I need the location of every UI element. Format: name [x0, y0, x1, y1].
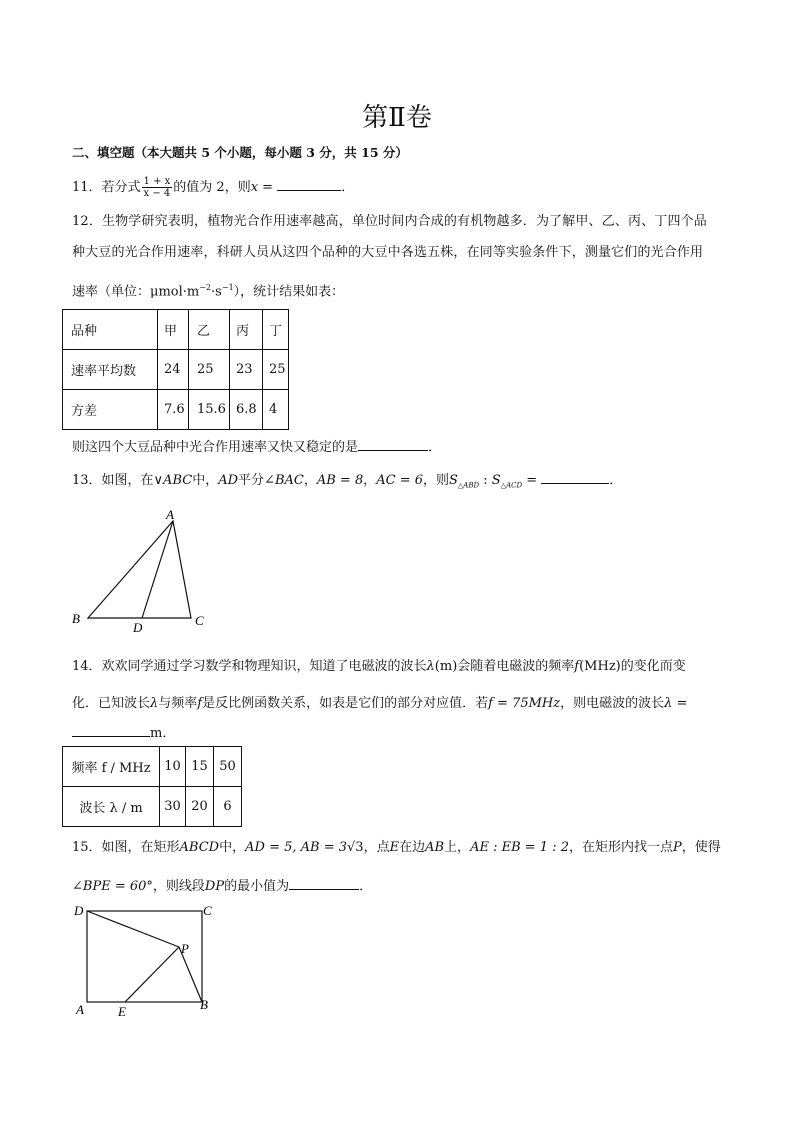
- q12-unit-s: ·s: [211, 284, 222, 300]
- q15-label-a: A: [76, 1002, 84, 1017]
- q13-colon: :: [479, 473, 492, 488]
- q14-m-unit: (m): [434, 659, 458, 674]
- q11-eq: =: [258, 180, 278, 195]
- q12-var-ding: 4: [263, 390, 289, 430]
- q14-text-c: 的变化而变: [620, 659, 686, 674]
- q13-bisector-ad: [142, 521, 173, 618]
- question-13: [72, 469, 622, 496]
- question-15-line-1: [72, 838, 721, 858]
- q15-p: P: [673, 840, 682, 855]
- q15-text-e: 上，: [444, 840, 471, 855]
- q14-text-e: 与频率: [158, 696, 198, 711]
- q12-table: [62, 309, 289, 430]
- q14-lambda-2: λ: [150, 696, 159, 711]
- question-12-line-3: [72, 278, 344, 302]
- q15-text-i: 的最小值为: [224, 879, 290, 894]
- q14-mhz-unit: (MHz): [579, 659, 621, 674]
- page-title: 第Ⅱ卷: [362, 103, 432, 133]
- q12-mean-bing: 23: [230, 350, 263, 390]
- q13-answer-blank[interactable]: [541, 469, 609, 484]
- q13-eq: =: [522, 473, 542, 488]
- q15-rectangle-abcd: [87, 911, 202, 1002]
- question-12-line-2: 种大豆的光合作用速率，科研人员从这四个品种的大豆中各选五株，在同等实验条件下，测量它们的光合作用: [72, 245, 704, 260]
- q15-text-f: ，在矩形内找一点: [568, 840, 673, 855]
- q12-row-mean-label: 速率平均数: [63, 350, 158, 390]
- q13-s2-sub: △ACD: [500, 481, 523, 490]
- q12-var-jia: 7.6: [158, 390, 189, 430]
- q15-label-d: D: [74, 903, 84, 918]
- q13-end: ．: [609, 473, 623, 488]
- q12-unit-exp2: −1: [221, 283, 234, 292]
- q12-mean-jia: 24: [158, 350, 189, 390]
- q13-s2: S: [491, 473, 501, 488]
- question-14-line-1: [72, 657, 686, 677]
- q14-wave-1: 30: [160, 787, 186, 827]
- q12-header-yi: 乙: [189, 310, 230, 350]
- q12-var-bing: 6.8: [230, 390, 263, 430]
- q14-freq-3: 50: [214, 747, 242, 787]
- q15-abcd: ABCD: [179, 840, 220, 855]
- q11-end: ．: [341, 180, 355, 195]
- q15-ad-ab: AD = 5, AB = 3: [245, 840, 347, 855]
- q13-label-b: B: [72, 611, 80, 626]
- q12-unit-mu: μmol·m: [150, 284, 200, 300]
- q14-unit-end: m．: [150, 726, 176, 741]
- q11-prefix: 11．若分式: [72, 180, 141, 195]
- q12-answer-blank[interactable]: [358, 436, 428, 451]
- q12-unit-exp1: −2: [199, 283, 212, 292]
- q14-f: f: [574, 659, 580, 674]
- q15-text-d: 在边: [399, 840, 426, 855]
- q15-sqrt: √3: [347, 840, 364, 855]
- q11-denominator: x − 4: [143, 188, 171, 199]
- q11-answer-blank[interactable]: [277, 176, 341, 191]
- question-12-line-1: 12．生物学研究表明，植物光合作用速率越高，单位时间内合成的有机物越多．为了解甲、乙、丙、丁四个品: [72, 214, 707, 229]
- q13-mid1: 中，: [192, 473, 219, 488]
- q15-ratio: AE : EB = 1 : 2: [470, 840, 569, 855]
- q15-text-b: 中，: [219, 840, 246, 855]
- q15-text-h: ，则线段: [152, 879, 205, 894]
- q14-f-2: f: [197, 696, 203, 711]
- q13-mid4: ，: [363, 473, 377, 488]
- q15-end: ．: [359, 879, 373, 894]
- q13-triangle: ∨ABC: [153, 473, 193, 488]
- section-heading: 二、填空题（本大题共 5 个小题，每小题 3 分，共 15 分）: [72, 145, 408, 160]
- q14-table: [62, 746, 242, 827]
- q14-freq-1: 10: [160, 747, 186, 787]
- q14-row-wavelength-label: 波长 λ / m: [63, 787, 160, 827]
- q13-s1-sub: △ABD: [457, 481, 480, 490]
- q14-lambda-eq: λ =: [664, 696, 688, 711]
- q13-mid3: ，: [303, 473, 317, 488]
- q14-freq-2: 15: [186, 747, 214, 787]
- q12-header-variety: 品种: [63, 310, 158, 350]
- question-15-line-2: [72, 875, 372, 897]
- q15-text-c: ，点: [363, 840, 390, 855]
- q15-ab: AB: [425, 840, 445, 855]
- q15-text-a: 15．如图，在矩形: [72, 840, 180, 855]
- q12-var-yi: 15.6: [189, 390, 230, 430]
- q11-numerator: 1 + x: [143, 176, 171, 187]
- q12-unit-prefix: 速率（单位：: [72, 284, 151, 300]
- question-12-conclusion: [72, 436, 441, 458]
- q15-segment-dp: [87, 911, 179, 947]
- q12-conclusion-text: 则这四个大豆品种中光合作用速率又快又稳定的是: [72, 440, 359, 455]
- q15-rectangle-figure: [70, 900, 230, 1025]
- q11-var: x: [250, 180, 259, 195]
- q12-header-ding: 丁: [263, 310, 289, 350]
- question-14-line-2: [72, 694, 687, 714]
- q12-header-jia: 甲: [158, 310, 189, 350]
- q15-dp: DP: [204, 879, 225, 894]
- q12-header-bing: 丙: [230, 310, 263, 350]
- question-11: [72, 176, 354, 199]
- q13-ad: AD: [218, 473, 239, 488]
- q13-label-a: A: [166, 507, 174, 522]
- q14-wave-2: 20: [186, 787, 214, 827]
- q12-mean-ding: 25: [263, 350, 289, 390]
- q14-text-a: 14．欢欢同学通过学习数学和物理知识，知道了电磁波的波长: [72, 659, 427, 674]
- q14-answer-blank[interactable]: [72, 722, 150, 737]
- q14-text-b: 会随着电磁波的频率: [457, 659, 575, 674]
- q13-label-d: D: [133, 620, 143, 635]
- q14-text-f: 是反比例函数关系，如表是它们的部分对应值．若: [202, 696, 489, 711]
- q14-lambda: λ: [426, 659, 435, 674]
- q15-label-b: B: [200, 997, 208, 1012]
- q13-mid2: 平分: [238, 473, 265, 488]
- q12-end: ．: [428, 440, 442, 455]
- q13-angle: ∠BAC: [264, 473, 304, 488]
- q14-text-d: 化．已知波长: [72, 696, 151, 711]
- q14-text-g: ，则电磁波的波长: [560, 696, 665, 711]
- q15-answer-blank[interactable]: [289, 875, 359, 890]
- q12-row-variance-label: 方差: [63, 390, 158, 430]
- q14-row-frequency-label: 频率 f / MHz: [63, 747, 160, 787]
- q13-mid5: ，则: [423, 473, 450, 488]
- q13-triangle-figure: [60, 505, 220, 640]
- question-14-line-3: [72, 722, 175, 744]
- q12-mean-yi: 25: [189, 350, 230, 390]
- q15-segment-pe: [125, 947, 179, 1002]
- q12-unit-suffix: ），统计结果如表：: [233, 284, 345, 300]
- q13-triangle-abc: [88, 521, 191, 618]
- q11-fraction: [142, 176, 173, 199]
- q13-prefix: 13．如图，在: [72, 473, 154, 488]
- q15-text-g: ，使得: [681, 840, 721, 855]
- q15-label-c: C: [203, 903, 212, 918]
- q13-label-c: C: [195, 613, 204, 628]
- q11-middle: 的值为 2，则: [173, 180, 251, 195]
- q15-label-p: P: [181, 941, 189, 956]
- q14-wave-3: 6: [214, 787, 242, 827]
- q13-s1: S: [449, 473, 458, 488]
- q14-f-value: f = 75MHz: [488, 696, 561, 711]
- q15-e: E: [389, 840, 400, 855]
- q15-angle: ∠BPE = 60°: [72, 879, 153, 894]
- q15-label-e: E: [118, 1004, 126, 1019]
- q13-ab: AB = 8: [316, 473, 364, 488]
- q13-ac: AC = 6: [376, 473, 423, 488]
